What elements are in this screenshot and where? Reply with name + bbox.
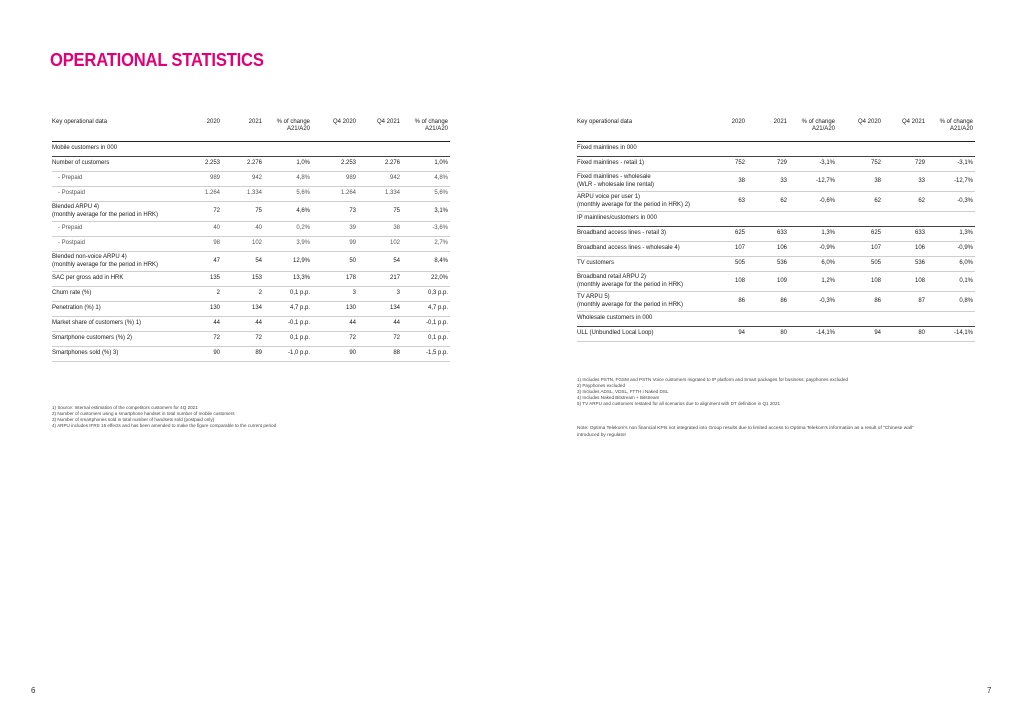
cell-value: 1.264 xyxy=(182,187,222,202)
cell-value: 38 xyxy=(358,222,402,237)
header-col-6: % of change A21/A20 xyxy=(927,117,975,142)
cell-value: -0,9% xyxy=(789,242,837,257)
cell-value: 44 xyxy=(312,317,358,332)
cell-value: 80 xyxy=(747,327,789,342)
cell-value: 86 xyxy=(837,292,883,312)
row-label: - Postpaid xyxy=(52,187,182,202)
cell-value: 108 xyxy=(707,272,747,292)
cell-value: 40 xyxy=(182,222,222,237)
cell-value: -3,1% xyxy=(927,157,975,172)
cell-value: 44 xyxy=(358,317,402,332)
table-row xyxy=(52,347,450,362)
cell-value: 33 xyxy=(883,172,927,192)
table-row xyxy=(52,252,450,272)
cell-value: 1.334 xyxy=(222,187,264,202)
cell-value xyxy=(402,142,450,157)
page-number-right: 7 xyxy=(987,686,992,695)
header-col-1: 2020 xyxy=(182,117,222,142)
cell-value: 47 xyxy=(182,252,222,272)
cell-value: -3,1% xyxy=(789,157,837,172)
table-row xyxy=(52,272,450,287)
header-col-5: Q4 2021 xyxy=(883,117,927,142)
cell-value: 2.276 xyxy=(358,157,402,172)
cell-value: 0,1% xyxy=(927,272,975,292)
cell-value: 102 xyxy=(358,237,402,252)
cell-value: 0,2% xyxy=(264,222,312,237)
cell-value: -0,1 p.p. xyxy=(402,317,450,332)
cell-value: 989 xyxy=(312,172,358,187)
table-row xyxy=(577,257,975,272)
cell-value: 88 xyxy=(358,347,402,362)
cell-value: 94 xyxy=(707,327,747,342)
cell-value: 86 xyxy=(747,292,789,312)
cell-value: 2 xyxy=(222,287,264,302)
row-label: ARPU voice per user 1) (monthly average for the period in HRK) 2) xyxy=(577,192,707,212)
cell-value: 38 xyxy=(837,172,883,192)
section-header-row xyxy=(577,142,975,157)
cell-value: 107 xyxy=(707,242,747,257)
cell-value xyxy=(883,312,927,327)
cell-value: 44 xyxy=(222,317,264,332)
table-row xyxy=(52,172,450,187)
header-col-4: Q4 2020 xyxy=(837,117,883,142)
cell-value: 625 xyxy=(837,227,883,242)
row-label: - Prepaid xyxy=(52,222,182,237)
header-col-4: Q4 2020 xyxy=(312,117,358,142)
cell-value: 3,9% xyxy=(264,237,312,252)
cell-value: 50 xyxy=(312,252,358,272)
cell-value: 752 xyxy=(837,157,883,172)
cell-value xyxy=(747,212,789,227)
cell-value: 0,8% xyxy=(927,292,975,312)
cell-value: 135 xyxy=(182,272,222,287)
cell-value xyxy=(747,312,789,327)
cell-value: 153 xyxy=(222,272,264,287)
cell-value: 4,8% xyxy=(264,172,312,187)
row-label: Blended ARPU 4) (monthly average for the period in HRK) xyxy=(52,202,182,222)
cell-value xyxy=(927,212,975,227)
cell-value: -14,1% xyxy=(789,327,837,342)
header-col-6: % of change A21/A20 xyxy=(402,117,450,142)
cell-value: 89 xyxy=(222,347,264,362)
row-label: ULL (Unbundled Local Loop) xyxy=(577,327,707,342)
row-label: Broadband retail ARPU 2) (monthly average for the period in HRK) xyxy=(577,272,707,292)
cell-value: 134 xyxy=(358,302,402,317)
cell-value: 0,1 p.p. xyxy=(264,287,312,302)
cell-value: 4,6% xyxy=(264,202,312,222)
cell-value xyxy=(747,142,789,157)
footnote: 4) ARPU includes IFRS 15 effects and has been amended to make the figure comparable to the current period xyxy=(52,423,277,428)
header-label: Key operational data xyxy=(52,117,182,142)
table-row xyxy=(52,287,450,302)
cell-value: 38 xyxy=(707,172,747,192)
header-col-3: % of change A21/A20 xyxy=(264,117,312,142)
table-row xyxy=(52,222,450,237)
cell-value: 1.264 xyxy=(312,187,358,202)
cell-value: 752 xyxy=(707,157,747,172)
row-label: Smartphone customers (%) 2) xyxy=(52,332,182,347)
row-label: Smartphones sold (%) 3) xyxy=(52,347,182,362)
cell-value: 178 xyxy=(312,272,358,287)
cell-value: 72 xyxy=(358,332,402,347)
optima-note: Note: Optima Telekom's non financial KPIs not integrated into Group results due to limited access to Optima Telekom's information as a result of "Chinese wall" introduced by regulator xyxy=(577,426,914,438)
cell-value xyxy=(927,312,975,327)
row-label: Broadband access lines - wholesale 4) xyxy=(577,242,707,257)
cell-value: -12,7% xyxy=(927,172,975,192)
cell-value xyxy=(789,142,837,157)
cell-value: 2.253 xyxy=(312,157,358,172)
cell-value: 5,6% xyxy=(402,187,450,202)
table-row xyxy=(577,242,975,257)
table-header-row xyxy=(577,117,975,142)
header-col-3: % of change A21/A20 xyxy=(789,117,837,142)
cell-value: 536 xyxy=(747,257,789,272)
header-col-2: 2021 xyxy=(222,117,264,142)
table-row xyxy=(577,227,975,242)
cell-value xyxy=(883,212,927,227)
cell-value: 12,9% xyxy=(264,252,312,272)
cell-value: 109 xyxy=(747,272,789,292)
header-col-1: 2020 xyxy=(707,117,747,142)
cell-value: 130 xyxy=(182,302,222,317)
cell-value: -0,6% xyxy=(789,192,837,212)
cell-value: 72 xyxy=(182,202,222,222)
cell-value: -12,7% xyxy=(789,172,837,192)
footnote: 1) Includes PSTN, FGSM and PSTN Voice customers migrated to IP platform and Smart packages for business; payphones excluded xyxy=(577,377,849,382)
section-header-row xyxy=(52,142,450,157)
cell-value: 5,6% xyxy=(264,187,312,202)
cell-value: 0,3 p.p. xyxy=(402,287,450,302)
cell-value: 4,7 p.p. xyxy=(402,302,450,317)
cell-value: 54 xyxy=(358,252,402,272)
cell-value: 33 xyxy=(747,172,789,192)
cell-value xyxy=(789,312,837,327)
cell-value: 75 xyxy=(358,202,402,222)
cell-value: 729 xyxy=(883,157,927,172)
cell-value: 72 xyxy=(312,332,358,347)
cell-value: 73 xyxy=(312,202,358,222)
cell-value: 0,1 p.p. xyxy=(264,332,312,347)
page-title: OPERATIONAL STATISTICS xyxy=(50,50,264,70)
cell-value: 22,0% xyxy=(402,272,450,287)
footnote: 3) Number of smartphones sold in total number of handsets sold (postpaid only) xyxy=(52,417,215,422)
row-label: TV ARPU 5) (monthly average for the period in HRK) xyxy=(577,292,707,312)
cell-value xyxy=(182,142,222,157)
footnote: 4) Includes Naked Bitstream + Bitstream xyxy=(577,395,660,400)
cell-value: 1,0% xyxy=(264,157,312,172)
cell-value xyxy=(883,142,927,157)
cell-value: 54 xyxy=(222,252,264,272)
cell-value: -0,1 p.p. xyxy=(264,317,312,332)
row-label: Fixed mainlines - wholesale (WLR - wholesale line rental) xyxy=(577,172,707,192)
cell-value: 1,0% xyxy=(402,157,450,172)
cell-value: 102 xyxy=(222,237,264,252)
cell-value: -3,6% xyxy=(402,222,450,237)
cell-value: 108 xyxy=(837,272,883,292)
footnote: 2) Number of customers using a smartphone handset in total number of mobile customers xyxy=(52,411,235,416)
table-row xyxy=(577,172,975,192)
cell-value xyxy=(837,212,883,227)
row-label: IP mainlines/customers in 000 xyxy=(577,212,707,227)
cell-value: -1,5 p.p. xyxy=(402,347,450,362)
cell-value: 94 xyxy=(837,327,883,342)
cell-value: 72 xyxy=(182,332,222,347)
page-number-left: 6 xyxy=(31,686,36,695)
cell-value: 87 xyxy=(883,292,927,312)
table-row xyxy=(52,157,450,172)
table-row xyxy=(52,202,450,222)
cell-value: -0,3% xyxy=(789,292,837,312)
row-label: - Prepaid xyxy=(52,172,182,187)
table-row xyxy=(577,157,975,172)
cell-value: -0,9% xyxy=(927,242,975,257)
cell-value: 2,7% xyxy=(402,237,450,252)
table-row xyxy=(52,332,450,347)
row-label: Market share of customers (%) 1) xyxy=(52,317,182,332)
row-label: SAC per gross add in HRK xyxy=(52,272,182,287)
row-label: Wholesale customers in 000 xyxy=(577,312,707,327)
cell-value: -1,0 p.p. xyxy=(264,347,312,362)
header-col-5: Q4 2021 xyxy=(358,117,402,142)
row-label: Mobile customers in 000 xyxy=(52,142,182,157)
table-row xyxy=(577,272,975,292)
operational-data-table-fixed xyxy=(577,117,975,342)
cell-value: 625 xyxy=(707,227,747,242)
cell-value: 86 xyxy=(707,292,747,312)
row-label: - Postpaid xyxy=(52,237,182,252)
cell-value: 90 xyxy=(182,347,222,362)
cell-value xyxy=(222,142,264,157)
cell-value: 3 xyxy=(358,287,402,302)
cell-value xyxy=(927,142,975,157)
cell-value: 98 xyxy=(182,237,222,252)
cell-value: 13,3% xyxy=(264,272,312,287)
cell-value: 2 xyxy=(182,287,222,302)
cell-value: 1,3% xyxy=(927,227,975,242)
table-header-row xyxy=(52,117,450,142)
operational-data-table-mobile xyxy=(52,117,450,362)
row-label: Fixed mainlines - retail 1) xyxy=(577,157,707,172)
cell-value: 108 xyxy=(883,272,927,292)
cell-value: 942 xyxy=(222,172,264,187)
cell-value: 6,0% xyxy=(927,257,975,272)
cell-value xyxy=(358,142,402,157)
cell-value: 3,1% xyxy=(402,202,450,222)
cell-value: 62 xyxy=(747,192,789,212)
cell-value: -0,3% xyxy=(927,192,975,212)
cell-value: 0,1 p.p. xyxy=(402,332,450,347)
header-col-2: 2021 xyxy=(747,117,789,142)
footnote: 1) Source: Internal estimation of the competitors customers for 4Q 2021 xyxy=(52,405,198,410)
cell-value: 75 xyxy=(222,202,264,222)
table-row xyxy=(52,237,450,252)
cell-value: 729 xyxy=(747,157,789,172)
cell-value xyxy=(707,142,747,157)
cell-value: 62 xyxy=(883,192,927,212)
cell-value: 130 xyxy=(312,302,358,317)
cell-value: 217 xyxy=(358,272,402,287)
row-label: Churn rate (%) xyxy=(52,287,182,302)
row-label: TV customers xyxy=(577,257,707,272)
cell-value: 633 xyxy=(747,227,789,242)
cell-value: 505 xyxy=(707,257,747,272)
cell-value: 44 xyxy=(182,317,222,332)
table-row xyxy=(577,327,975,342)
row-label: Fixed mainlines in 000 xyxy=(577,142,707,157)
cell-value: 6,0% xyxy=(789,257,837,272)
cell-value: 72 xyxy=(222,332,264,347)
cell-value: 99 xyxy=(312,237,358,252)
cell-value: 536 xyxy=(883,257,927,272)
table-row xyxy=(52,187,450,202)
cell-value: 505 xyxy=(837,257,883,272)
cell-value: 1,2% xyxy=(789,272,837,292)
cell-value xyxy=(312,142,358,157)
cell-value: 40 xyxy=(222,222,264,237)
cell-value: 2.253 xyxy=(182,157,222,172)
table-row xyxy=(577,192,975,212)
row-label: Number of customers xyxy=(52,157,182,172)
cell-value: 1.334 xyxy=(358,187,402,202)
table-row xyxy=(577,292,975,312)
cell-value: 80 xyxy=(883,327,927,342)
cell-value: 90 xyxy=(312,347,358,362)
cell-value: 4,7 p.p. xyxy=(264,302,312,317)
cell-value: 2.276 xyxy=(222,157,264,172)
footnotes-mobile xyxy=(52,405,276,429)
cell-value: 106 xyxy=(747,242,789,257)
cell-value xyxy=(707,212,747,227)
cell-value: 3 xyxy=(312,287,358,302)
cell-value: 63 xyxy=(707,192,747,212)
cell-value xyxy=(837,312,883,327)
cell-value: -14,1% xyxy=(927,327,975,342)
cell-value: 8,4% xyxy=(402,252,450,272)
table-row xyxy=(52,317,450,332)
section-header-row xyxy=(577,312,975,327)
cell-value: 633 xyxy=(883,227,927,242)
row-label: Blended non-voice ARPU 4) (monthly average for the period in HRK) xyxy=(52,252,182,272)
footnote: 5) TV ARPU and customers restated for all scenarios due to alignment with DT definition in Q1 2021 xyxy=(577,401,781,406)
row-label: Broadband access lines - retail 3) xyxy=(577,227,707,242)
cell-value: 106 xyxy=(883,242,927,257)
header-label: Key operational data xyxy=(577,117,707,142)
cell-value: 39 xyxy=(312,222,358,237)
cell-value xyxy=(789,212,837,227)
cell-value xyxy=(264,142,312,157)
cell-value xyxy=(837,142,883,157)
cell-value: 942 xyxy=(358,172,402,187)
cell-value xyxy=(707,312,747,327)
cell-value: 989 xyxy=(182,172,222,187)
cell-value: 107 xyxy=(837,242,883,257)
table-row xyxy=(52,302,450,317)
cell-value: 1,3% xyxy=(789,227,837,242)
row-label: Penetration (%) 1) xyxy=(52,302,182,317)
footnote: 3) Includes ADSL, VDSL, FTTH i Naked DSL xyxy=(577,389,669,394)
cell-value: 4,8% xyxy=(402,172,450,187)
footnotes-fixed xyxy=(577,377,848,407)
cell-value: 134 xyxy=(222,302,264,317)
cell-value: 62 xyxy=(837,192,883,212)
section-header-row xyxy=(577,212,975,227)
footnote: 2) Payphones excluded xyxy=(577,383,626,388)
